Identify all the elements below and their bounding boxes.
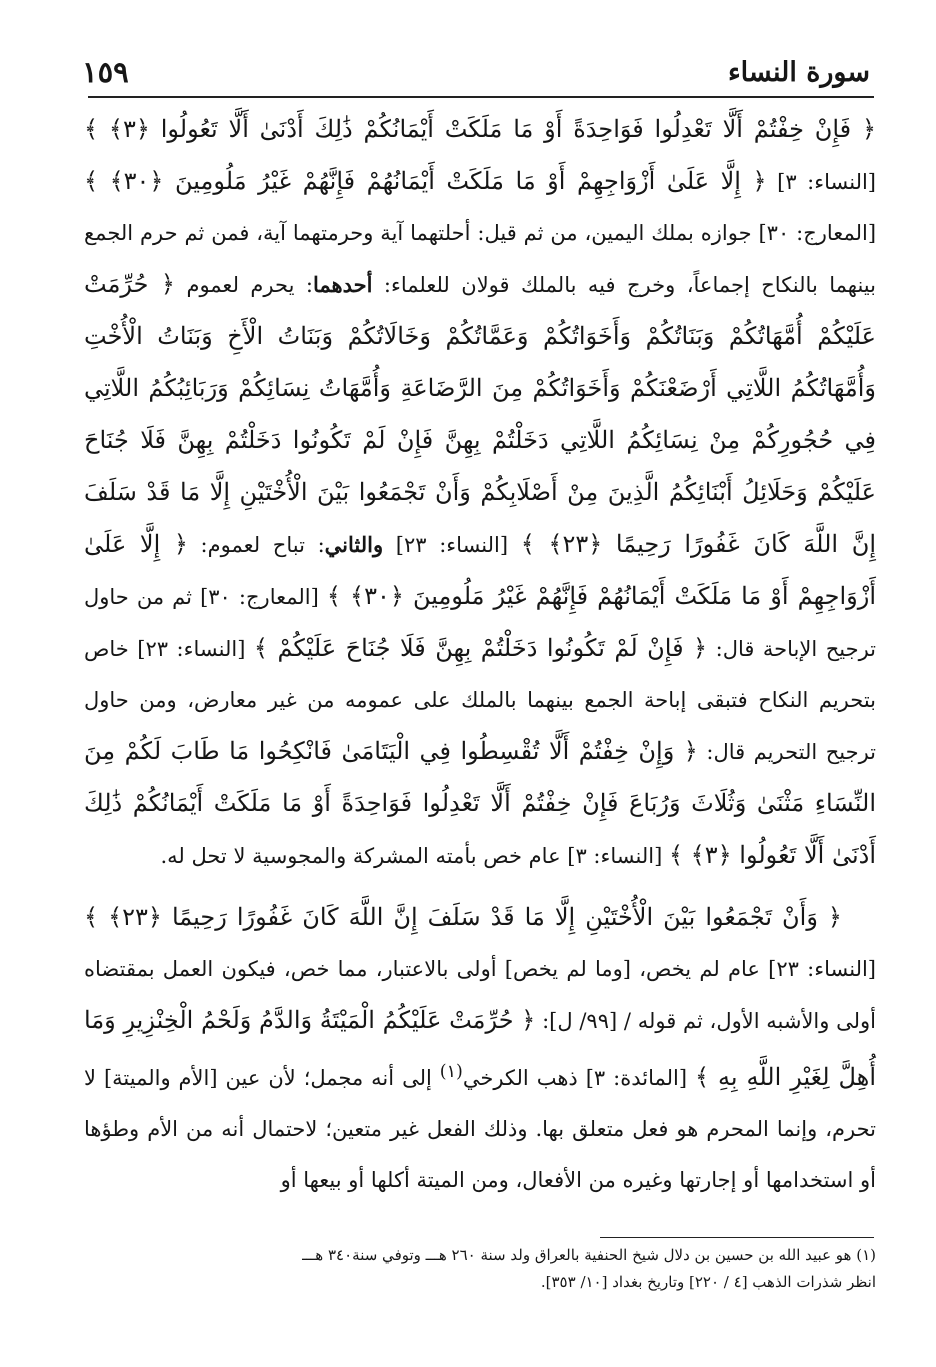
citation: [النساء: ٣] (766, 170, 876, 194)
quran-verse: ﴿ وَأَنْ تَجْمَعُوا بَيْنَ الْأُخْتَيْنِ إِلَّا مَا قَدْ سَلَفَ إِنَّ اللَّهَ كَانَ غَفُورًا رَحِيمًا ﴿٢٣﴾ ﴾ (84, 903, 842, 931)
commentary-text: [المعارج: ٣٠] جوازه بملك اليمين، من ثم قيل: أحلتهما آية وحرمتهما آية، فمن ثم حرم الجمع بينهما بالنكاح إجماعاً، وخرج فيه بالملك قولان للعلماء: (84, 221, 877, 297)
commentary-text: [المائدة: ٣] ذهب الكرخي (462, 1066, 696, 1090)
footnote-rule (600, 1237, 874, 1238)
header-rule (88, 96, 874, 98)
footnote-line: انظر شذرات الذهب [٤ / ٢٢٠] وتاريخ بغداد [١٠/ ٣٥٣]. (540, 1273, 876, 1291)
running-header (82, 52, 870, 92)
quran-verse: ﴿ فَإِنْ خِفْتُمْ أَلَّا تَعْدِلُوا فَوَاحِدَةً أَوْ مَا مَلَكَتْ أَيْمَانُكُمْ ذَٰلِكَ أَدْنَىٰ أَلَّا تَعُولُوا ﴿٣﴾ ﴾ (84, 115, 877, 143)
quran-verse: ﴿ وَإِنْ خِفْتُمْ أَلَّا تُقْسِطُوا فِي الْيَتَامَىٰ فَانْكِحُوا مَا طَابَ لَكُمْ مِنَ النِّسَاءِ مَثْنَىٰ وَثُلَاثَ وَرُبَاعَ فَإِنْ خِفْتُمْ أَلَّا تَعْدِلُوا فَوَاحِدَةً أَوْ مَا مَلَكَتْ أَيْمَانُكُمْ ذَٰلِكَ أَدْنَىٰ أَلَّا تَعُولُوا ﴿٣﴾ ﴾ (84, 737, 876, 869)
quran-verse: ﴿ حُرِّمَتْ عَلَيْكُمُ الْمَيْتَةُ وَالدَّمُ وَلَحْمُ الْخِنْزِيرِ وَمَا أُهِلَّ لِغَيْرِ اللَّهِ بِهِ ﴾ (84, 1006, 876, 1091)
bold-term: والثاني (324, 532, 384, 557)
commentary-text: : يحرم لعموم (174, 273, 313, 297)
bold-term: أحدهما (312, 272, 373, 297)
commentary-text: [النساء: ٢٣] عام لم يخص، [وما لم يخص] أولى بالاعتبار، مما خص، فيكون العمل بمقتضاه أولى والأشبه الأول، ثم قوله / [٩٩/ ل]: (84, 957, 877, 1033)
page-number: ١٥٩ (82, 55, 129, 89)
commentary-text: [المعارج: ٣٠] ثم من حاول ترجيح الإباحة قال: (84, 585, 877, 661)
quran-verse: ﴿ فَإِنْ لَمْ تَكُونُوا دَخَلْتُمْ بِهِنَّ فَلَا جُنَاحَ عَلَيْكُمْ ﴾ (253, 634, 708, 662)
main-text (84, 104, 876, 1206)
quran-verse: ﴿ إِلَّا عَلَىٰ أَزْوَاجِهِمْ أَوْ مَا مَلَكَتْ أَيْمَانُهُمْ فَإِنَّهُمْ غَيْرُ مَلُومِينَ ﴿٣٠﴾ ﴾ (84, 167, 767, 195)
commentary-text: [النساء: ٢٣] خاص بتحريم النكاح فتبقى إباحة الجمع بينهما بالملك على عمومه من غير معارض، ومن حاول ترجيح التحريم قال: (84, 637, 877, 764)
paragraph-1 (84, 104, 876, 882)
commentary-text: [النساء: ٣] عام خص بأمته المشركة والمجوسية لا تحل له. (160, 844, 669, 868)
citation: [النساء: ٢٣] (383, 533, 521, 557)
paragraph-2 (84, 892, 876, 1206)
quran-verse: ﴿ إِلَّا عَلَىٰ أَزْوَاجِهِمْ أَوْ مَا مَلَكَتْ أَيْمَانُهُمْ فَإِنَّهُمْ غَيْرُ مَلُومِينَ ﴿٣٠﴾ ﴾ (84, 530, 876, 610)
footnotes (84, 1242, 876, 1296)
commentary-text: : تباح لعموم: (187, 533, 325, 557)
footnote-marker[interactable]: (١) (439, 1062, 463, 1082)
footnote-line: (١) هو عبيد الله بن حسين بن دلال شيخ الحنفية بالعراق ولد سنة ٢٦٠ هـــ وتوفي سنة٣٤٠ هـــ (302, 1246, 876, 1264)
commentary-text: إلى أنه مجمل؛ لأن عين [الأم والميتة] لا تحرم، وإنما المحرم هو فعل متعلق بها. وذلك الفعل غير متعين؛ لاحتمال أنه من الأم وطؤها أو استخدامها أو إجارتها وغيره من الأفعال، ومن الميتة أكلها أو بيعها أو (84, 1066, 876, 1192)
quran-verse: ﴿ حُرِّمَتْ عَلَيْكُمْ أُمَّهَاتُكُمْ وَبَنَاتُكُمْ وَأَخَوَاتُكُمْ وَعَمَّاتُكُمْ وَخَالَاتُكُمْ وَبَنَاتُ الْأَخِ وَبَنَاتُ الْأُخْتِ وَأُمَّهَاتُكُمُ اللَّاتِي أَرْضَعْنَكُمْ وَأَخَوَاتُكُمْ مِنَ الرَّضَاعَةِ وَأُمَّهَاتُ نِسَائِكُمْ وَرَبَائِبُكُمُ اللَّاتِي فِي حُجُورِكُمْ مِنْ نِسَائِكُمُ اللَّاتِي دَخَلْتُمْ بِهِنَّ فَإِنْ لَمْ تَكُونُوا دَخَلْتُمْ بِهِنَّ فَلَا جُنَاحَ عَلَيْكُمْ وَحَلَائِلُ أَبْنَائِكُمُ الَّذِينَ مِنْ أَصْلَابِكُمْ وَأَنْ تَجْمَعُوا بَيْنَ الْأُخْتَيْنِ إِلَّا مَا قَدْ سَلَفَ إِنَّ اللَّهَ كَانَ غَفُورًا رَحِيمًا ﴿٢٣﴾ ﴾ (84, 270, 876, 558)
surah-title: سورة النساء (727, 56, 870, 88)
